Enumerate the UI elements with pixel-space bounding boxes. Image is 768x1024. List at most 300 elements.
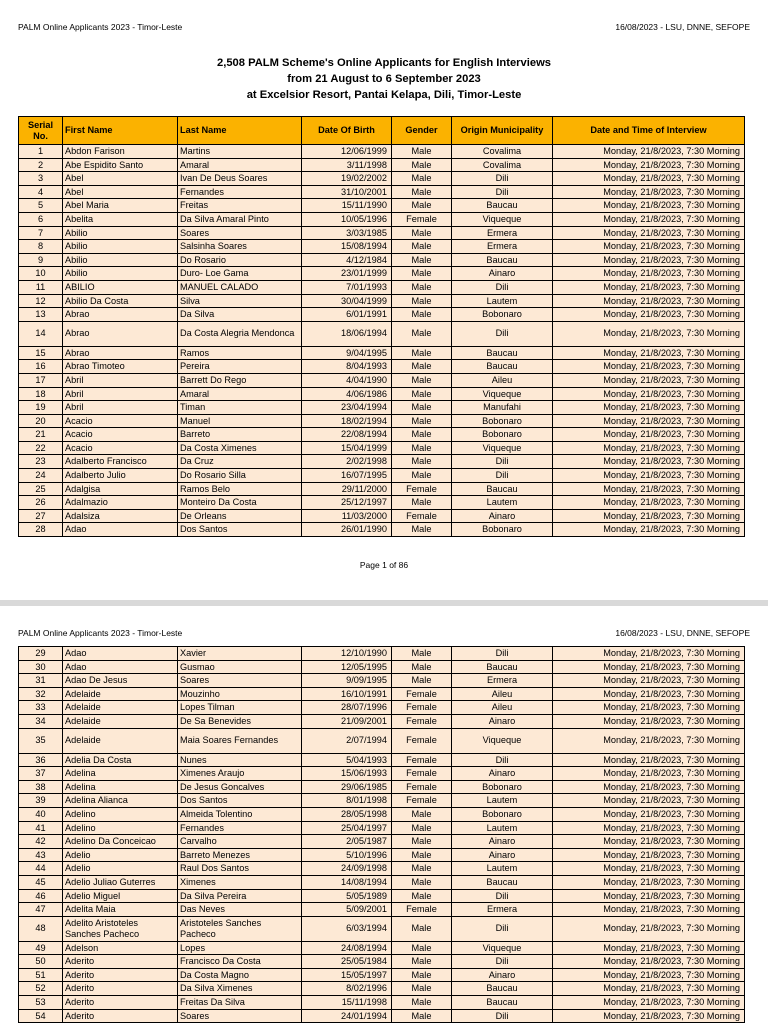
col-serial: Serial No. <box>19 117 63 145</box>
cell-gender: Male <box>392 982 452 996</box>
cell-origin: Dili <box>452 280 553 294</box>
header-right: 16/08/2023 - LSU, DNNE, SEFOPE <box>615 22 750 32</box>
cell-last-name: Soares <box>178 226 302 240</box>
table-body <box>19 647 745 1023</box>
document-page-2 <box>0 606 768 1024</box>
cell-last-name: Da Silva Amaral Pinto <box>178 212 302 226</box>
cell-serial: 7 <box>19 226 63 240</box>
cell-interview: Monday, 21/8/2023, 7:30 Morning <box>553 647 745 661</box>
cell-gender: Male <box>392 308 452 322</box>
cell-dob: 3/03/1985 <box>302 226 392 240</box>
cell-gender: Male <box>392 469 452 483</box>
applicants-table <box>18 116 745 537</box>
cell-interview: Monday, 21/8/2023, 7:30 Morning <box>553 955 745 969</box>
cell-dob: 14/08/1994 <box>302 875 392 889</box>
cell-interview: Monday, 21/8/2023, 7:30 Morning <box>553 185 745 199</box>
cell-serial: 19 <box>19 401 63 415</box>
cell-gender: Male <box>392 968 452 982</box>
cell-serial: 10 <box>19 267 63 281</box>
cell-first-name: Adelino <box>63 807 178 821</box>
cell-last-name: Ramos Belo <box>178 482 302 496</box>
cell-last-name: Nunes <box>178 753 302 767</box>
cell-interview: Monday, 21/8/2023, 7:30 Morning <box>553 199 745 213</box>
cell-dob: 15/11/1998 <box>302 996 392 1010</box>
cell-last-name: Maia Soares Fernandes <box>178 728 302 753</box>
cell-dob: 28/05/1998 <box>302 807 392 821</box>
cell-last-name: Freitas <box>178 199 302 213</box>
table-row <box>19 294 745 308</box>
cell-first-name: Adao <box>63 647 178 661</box>
cell-serial: 52 <box>19 982 63 996</box>
cell-dob: 8/01/1998 <box>302 794 392 808</box>
cell-origin: Dili <box>452 647 553 661</box>
cell-serial: 21 <box>19 428 63 442</box>
cell-serial: 54 <box>19 1009 63 1023</box>
header-right: 16/08/2023 - LSU, DNNE, SEFOPE <box>615 628 750 638</box>
table-row <box>19 1009 745 1023</box>
cell-serial: 44 <box>19 862 63 876</box>
cell-origin: Viqueque <box>452 941 553 955</box>
cell-interview: Monday, 21/8/2023, 7:30 Morning <box>553 158 745 172</box>
cell-serial: 23 <box>19 455 63 469</box>
cell-serial: 30 <box>19 660 63 674</box>
cell-last-name: Amaral <box>178 387 302 401</box>
cell-gender: Male <box>392 199 452 213</box>
cell-gender: Male <box>392 387 452 401</box>
cell-dob: 23/04/1994 <box>302 401 392 415</box>
table-row <box>19 968 745 982</box>
cell-gender: Male <box>392 360 452 374</box>
cell-gender: Male <box>392 226 452 240</box>
cell-origin: Baucau <box>452 199 553 213</box>
cell-dob: 18/02/1994 <box>302 414 392 428</box>
cell-origin: Dili <box>452 889 553 903</box>
cell-interview: Monday, 21/8/2023, 7:30 Morning <box>553 321 745 346</box>
cell-dob: 19/02/2002 <box>302 172 392 186</box>
table-row <box>19 889 745 903</box>
cell-interview: Monday, 21/8/2023, 7:30 Morning <box>553 996 745 1010</box>
cell-origin: Ainaro <box>452 267 553 281</box>
cell-serial: 48 <box>19 916 63 941</box>
cell-dob: 12/10/1990 <box>302 647 392 661</box>
cell-gender: Male <box>392 428 452 442</box>
cell-dob: 12/06/1999 <box>302 145 392 159</box>
cell-interview: Monday, 21/8/2023, 7:30 Morning <box>553 253 745 267</box>
cell-last-name: Mouzinho <box>178 687 302 701</box>
cell-gender: Female <box>392 212 452 226</box>
table-row <box>19 428 745 442</box>
cell-gender: Male <box>392 414 452 428</box>
cell-last-name: Da Costa Ximenes <box>178 441 302 455</box>
cell-interview: Monday, 21/8/2023, 7:30 Morning <box>553 387 745 401</box>
table-row <box>19 780 745 794</box>
cell-first-name: Adalmazio <box>63 496 178 510</box>
cell-interview: Monday, 21/8/2023, 7:30 Morning <box>553 687 745 701</box>
cell-first-name: Abrao <box>63 308 178 322</box>
cell-first-name: Abrao <box>63 346 178 360</box>
cell-origin: Viqueque <box>452 728 553 753</box>
col-gender: Gender <box>392 117 452 145</box>
cell-last-name: Amaral <box>178 158 302 172</box>
table-body <box>19 145 745 537</box>
cell-last-name: Ramos <box>178 346 302 360</box>
cell-serial: 5 <box>19 199 63 213</box>
cell-interview: Monday, 21/8/2023, 7:30 Morning <box>553 875 745 889</box>
cell-last-name: Ximenes <box>178 875 302 889</box>
cell-interview: Monday, 21/8/2023, 7:30 Morning <box>553 346 745 360</box>
table-row <box>19 346 745 360</box>
cell-serial: 32 <box>19 687 63 701</box>
cell-last-name: Fernandes <box>178 821 302 835</box>
cell-gender: Female <box>392 903 452 917</box>
cell-origin: Baucau <box>452 875 553 889</box>
cell-interview: Monday, 21/8/2023, 7:30 Morning <box>553 455 745 469</box>
cell-first-name: Adelina <box>63 767 178 781</box>
cell-origin: Lautem <box>452 294 553 308</box>
cell-dob: 15/05/1997 <box>302 968 392 982</box>
cell-interview: Monday, 21/8/2023, 7:30 Morning <box>553 212 745 226</box>
cell-interview: Monday, 21/8/2023, 7:30 Morning <box>553 469 745 483</box>
cell-origin: Dili <box>452 172 553 186</box>
cell-interview: Monday, 21/8/2023, 7:30 Morning <box>553 982 745 996</box>
cell-serial: 13 <box>19 308 63 322</box>
cell-origin: Bobonaro <box>452 780 553 794</box>
cell-serial: 24 <box>19 469 63 483</box>
cell-gender: Male <box>392 185 452 199</box>
cell-first-name: Abelita <box>63 212 178 226</box>
cell-dob: 12/05/1995 <box>302 660 392 674</box>
cell-dob: 26/01/1990 <box>302 523 392 537</box>
cell-serial: 36 <box>19 753 63 767</box>
cell-last-name: Timan <box>178 401 302 415</box>
cell-gender: Female <box>392 687 452 701</box>
cell-last-name: Da Silva Pereira <box>178 889 302 903</box>
table-row <box>19 172 745 186</box>
cell-interview: Monday, 21/8/2023, 7:30 Morning <box>553 509 745 523</box>
cell-dob: 5/04/1993 <box>302 753 392 767</box>
cell-origin: Ainaro <box>452 509 553 523</box>
cell-interview: Monday, 21/8/2023, 7:30 Morning <box>553 414 745 428</box>
cell-first-name: Abilio <box>63 267 178 281</box>
cell-first-name: Adelia Da Costa <box>63 753 178 767</box>
cell-gender: Male <box>392 660 452 674</box>
cell-origin: Ainaro <box>452 848 553 862</box>
cell-serial: 16 <box>19 360 63 374</box>
cell-last-name: Soares <box>178 674 302 688</box>
cell-origin: Aileu <box>452 687 553 701</box>
cell-last-name: Da Silva <box>178 308 302 322</box>
table-row <box>19 441 745 455</box>
table-row <box>19 848 745 862</box>
cell-last-name: Barreto <box>178 428 302 442</box>
table-row <box>19 674 745 688</box>
table-row <box>19 728 745 753</box>
table-row <box>19 753 745 767</box>
page-header <box>18 22 750 32</box>
cell-dob: 25/04/1997 <box>302 821 392 835</box>
cell-serial: 38 <box>19 780 63 794</box>
cell-interview: Monday, 21/8/2023, 7:30 Morning <box>553 728 745 753</box>
table-row <box>19 185 745 199</box>
cell-origin: Bobonaro <box>452 308 553 322</box>
cell-first-name: Adelino <box>63 821 178 835</box>
table-row <box>19 212 745 226</box>
cell-origin: Bobonaro <box>452 414 553 428</box>
table-row <box>19 701 745 715</box>
cell-last-name: Gusmao <box>178 660 302 674</box>
cell-origin: Dili <box>452 955 553 969</box>
cell-first-name: Aderito <box>63 955 178 969</box>
cell-dob: 24/01/1994 <box>302 1009 392 1023</box>
cell-origin: Dili <box>452 916 553 941</box>
cell-last-name: Dos Santos <box>178 794 302 808</box>
cell-last-name: Da Costa Magno <box>178 968 302 982</box>
cell-first-name: Abilio <box>63 226 178 240</box>
cell-origin: Aileu <box>452 701 553 715</box>
cell-gender: Male <box>392 294 452 308</box>
cell-gender: Female <box>392 714 452 728</box>
table-row <box>19 767 745 781</box>
cell-first-name: ABILIO <box>63 280 178 294</box>
cell-gender: Female <box>392 780 452 794</box>
table-row <box>19 280 745 294</box>
cell-last-name: Do Rosario Silla <box>178 469 302 483</box>
cell-first-name: Adelina Alianca <box>63 794 178 808</box>
cell-interview: Monday, 21/8/2023, 7:30 Morning <box>553 903 745 917</box>
cell-dob: 22/08/1994 <box>302 428 392 442</box>
cell-serial: 20 <box>19 414 63 428</box>
cell-last-name: Das Neves <box>178 903 302 917</box>
page-header <box>18 628 750 638</box>
cell-gender: Male <box>392 158 452 172</box>
cell-interview: Monday, 21/8/2023, 7:30 Morning <box>553 767 745 781</box>
cell-dob: 4/06/1986 <box>302 387 392 401</box>
cell-gender: Male <box>392 455 452 469</box>
cell-interview: Monday, 21/8/2023, 7:30 Morning <box>553 294 745 308</box>
cell-dob: 8/04/1993 <box>302 360 392 374</box>
cell-dob: 5/09/2001 <box>302 903 392 917</box>
cell-first-name: Abril <box>63 387 178 401</box>
title-line-1: 2,508 PALM Scheme's Online Applicants for English Interviews <box>216 57 552 69</box>
cell-serial: 27 <box>19 509 63 523</box>
cell-gender: Female <box>392 701 452 715</box>
cell-dob: 15/04/1999 <box>302 441 392 455</box>
cell-origin: Lautem <box>452 862 553 876</box>
cell-gender: Male <box>392 862 452 876</box>
cell-origin: Dili <box>452 185 553 199</box>
cell-serial: 26 <box>19 496 63 510</box>
cell-gender: Male <box>392 441 452 455</box>
cell-first-name: Adelio Miguel <box>63 889 178 903</box>
cell-gender: Male <box>392 996 452 1010</box>
cell-origin: Dili <box>452 455 553 469</box>
cell-gender: Male <box>392 1009 452 1023</box>
cell-gender: Male <box>392 267 452 281</box>
cell-origin: Aileu <box>452 373 553 387</box>
cell-interview: Monday, 21/8/2023, 7:30 Morning <box>553 267 745 281</box>
cell-origin: Viqueque <box>452 387 553 401</box>
cell-serial: 17 <box>19 373 63 387</box>
cell-gender: Female <box>392 794 452 808</box>
cell-first-name: Adao <box>63 660 178 674</box>
cell-origin: Dili <box>452 1009 553 1023</box>
cell-dob: 4/12/1984 <box>302 253 392 267</box>
cell-serial: 3 <box>19 172 63 186</box>
cell-serial: 33 <box>19 701 63 715</box>
cell-serial: 18 <box>19 387 63 401</box>
cell-last-name: Xavier <box>178 647 302 661</box>
table-row <box>19 496 745 510</box>
cell-origin: Ainaro <box>452 714 553 728</box>
cell-first-name: Adelio <box>63 862 178 876</box>
cell-serial: 35 <box>19 728 63 753</box>
cell-first-name: Acacio <box>63 414 178 428</box>
cell-gender: Male <box>392 807 452 821</box>
table-row <box>19 794 745 808</box>
cell-last-name: Barreto Menezes <box>178 848 302 862</box>
table-row <box>19 821 745 835</box>
header-left: PALM Online Applicants 2023 - Timor-Leste <box>18 22 183 32</box>
title-line-2: from 21 August to 6 September 2023 <box>287 73 481 85</box>
cell-interview: Monday, 21/8/2023, 7:30 Morning <box>553 941 745 955</box>
cell-serial: 42 <box>19 835 63 849</box>
cell-serial: 34 <box>19 714 63 728</box>
cell-interview: Monday, 21/8/2023, 7:30 Morning <box>553 889 745 903</box>
cell-dob: 21/09/2001 <box>302 714 392 728</box>
cell-first-name: Adalberto Francisco <box>63 455 178 469</box>
cell-serial: 6 <box>19 212 63 226</box>
cell-origin: Lautem <box>452 794 553 808</box>
cell-serial: 12 <box>19 294 63 308</box>
table-row <box>19 226 745 240</box>
cell-interview: Monday, 21/8/2023, 7:30 Morning <box>553 172 745 186</box>
cell-serial: 39 <box>19 794 63 808</box>
cell-gender: Male <box>392 821 452 835</box>
cell-origin: Lautem <box>452 496 553 510</box>
table-row <box>19 714 745 728</box>
cell-serial: 9 <box>19 253 63 267</box>
cell-dob: 30/04/1999 <box>302 294 392 308</box>
table-row <box>19 199 745 213</box>
cell-serial: 14 <box>19 321 63 346</box>
cell-origin: Baucau <box>452 346 553 360</box>
table-row <box>19 455 745 469</box>
cell-last-name: Fernandes <box>178 185 302 199</box>
table-row <box>19 807 745 821</box>
cell-first-name: Abel Maria <box>63 199 178 213</box>
cell-first-name: Adao <box>63 523 178 537</box>
cell-last-name: Lopes Tilman <box>178 701 302 715</box>
cell-first-name: Adalberto Julio <box>63 469 178 483</box>
cell-origin: Ermera <box>452 226 553 240</box>
cell-gender: Female <box>392 767 452 781</box>
cell-first-name: Abdon Farison <box>63 145 178 159</box>
cell-gender: Male <box>392 373 452 387</box>
cell-dob: 2/02/1998 <box>302 455 392 469</box>
cell-gender: Male <box>392 523 452 537</box>
cell-first-name: Adelio Juliao Guterres <box>63 875 178 889</box>
cell-first-name: Abel <box>63 172 178 186</box>
table-row <box>19 360 745 374</box>
cell-last-name: Manuel <box>178 414 302 428</box>
cell-interview: Monday, 21/8/2023, 7:30 Morning <box>553 441 745 455</box>
cell-dob: 3/11/1998 <box>302 158 392 172</box>
cell-dob: 7/01/1993 <box>302 280 392 294</box>
cell-interview: Monday, 21/8/2023, 7:30 Morning <box>553 916 745 941</box>
col-interview: Date and Time of Interview <box>553 117 745 145</box>
cell-serial: 43 <box>19 848 63 862</box>
cell-serial: 8 <box>19 240 63 254</box>
cell-dob: 15/06/1993 <box>302 767 392 781</box>
cell-first-name: Adelaide <box>63 701 178 715</box>
cell-origin: Bobonaro <box>452 807 553 821</box>
cell-last-name: Da Cruz <box>178 455 302 469</box>
cell-first-name: Adelita Maia <box>63 903 178 917</box>
cell-gender: Male <box>392 674 452 688</box>
cell-first-name: Adelaide <box>63 728 178 753</box>
cell-interview: Monday, 21/8/2023, 7:30 Morning <box>553 280 745 294</box>
cell-first-name: Adelaide <box>63 687 178 701</box>
cell-gender: Female <box>392 509 452 523</box>
cell-last-name: Salsinha Soares <box>178 240 302 254</box>
cell-serial: 53 <box>19 996 63 1010</box>
cell-dob: 8/02/1996 <box>302 982 392 996</box>
cell-serial: 29 <box>19 647 63 661</box>
cell-serial: 47 <box>19 903 63 917</box>
applicants-table-continued <box>18 646 745 1023</box>
cell-gender: Male <box>392 916 452 941</box>
cell-gender: Male <box>392 346 452 360</box>
table-row <box>19 862 745 876</box>
cell-dob: 6/01/1991 <box>302 308 392 322</box>
cell-gender: Male <box>392 941 452 955</box>
cell-gender: Male <box>392 889 452 903</box>
cell-first-name: Abe Espidito Santo <box>63 158 178 172</box>
table-row <box>19 387 745 401</box>
cell-last-name: Silva <box>178 294 302 308</box>
cell-first-name: Abril <box>63 401 178 415</box>
cell-last-name: Da Costa Alegria Mendonca <box>178 321 302 346</box>
cell-last-name: Dos Santos <box>178 523 302 537</box>
table-row <box>19 982 745 996</box>
cell-serial: 50 <box>19 955 63 969</box>
cell-serial: 40 <box>19 807 63 821</box>
table-row <box>19 509 745 523</box>
cell-dob: 28/07/1996 <box>302 701 392 715</box>
cell-gender: Male <box>392 172 452 186</box>
cell-serial: 11 <box>19 280 63 294</box>
table-row <box>19 469 745 483</box>
cell-last-name: Martins <box>178 145 302 159</box>
cell-serial: 15 <box>19 346 63 360</box>
table-row <box>19 647 745 661</box>
cell-origin: Ermera <box>452 674 553 688</box>
cell-dob: 11/03/2000 <box>302 509 392 523</box>
cell-first-name: Adao De Jesus <box>63 674 178 688</box>
col-origin: Origin Municipality <box>452 117 553 145</box>
cell-interview: Monday, 21/8/2023, 7:30 Morning <box>553 714 745 728</box>
cell-last-name: De Sa Benevides <box>178 714 302 728</box>
title-line-3: at Excelsior Resort, Pantai Kelapa, Dili, Timor-Leste <box>246 89 522 101</box>
cell-last-name: Aristoteles Sanches Pacheco <box>178 916 302 941</box>
cell-gender: Male <box>392 835 452 849</box>
cell-interview: Monday, 21/8/2023, 7:30 Morning <box>553 660 745 674</box>
cell-dob: 15/11/1990 <box>302 199 392 213</box>
cell-interview: Monday, 21/8/2023, 7:30 Morning <box>553 360 745 374</box>
table-row <box>19 903 745 917</box>
cell-serial: 46 <box>19 889 63 903</box>
cell-gender: Male <box>392 240 452 254</box>
